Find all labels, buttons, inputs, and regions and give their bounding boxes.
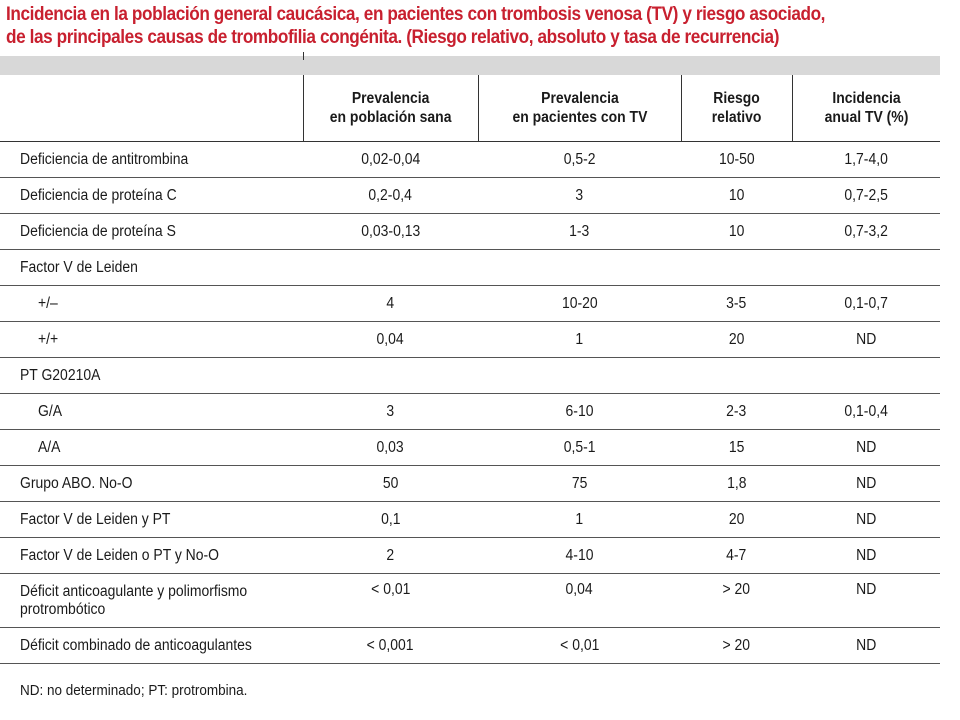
row-label-line: protrombótico: [20, 600, 106, 618]
cell-prevalence-healthy: 0,2-0,4: [303, 178, 478, 214]
row-label: A/A: [0, 430, 303, 466]
cell-relative-risk: 3-5: [681, 286, 792, 322]
cell-prevalence-tv: 1: [478, 502, 681, 538]
cell-relative-risk: [681, 358, 792, 394]
table-row-group-header: [0, 250, 940, 286]
header-line: Prevalencia: [540, 90, 619, 107]
header-line: en población sana: [329, 109, 452, 126]
row-label: Deficiencia de proteína C: [0, 178, 303, 214]
cell-relative-risk: 10-50: [681, 142, 792, 178]
row-label: PT G20210A: [0, 358, 303, 394]
cell-prevalence-healthy: < 0,01: [303, 574, 478, 628]
row-label: [0, 574, 303, 628]
column-divider-tick: [303, 52, 304, 60]
header-line: Incidencia: [832, 90, 901, 107]
table-row: [0, 502, 940, 538]
header-relative-risk: [681, 75, 792, 142]
header-empty: [0, 75, 303, 142]
cell-annual-incidence: 0,7-2,5: [792, 178, 940, 214]
row-label: Factor V de Leiden o PT y No-O: [0, 538, 303, 574]
cell-relative-risk: [681, 250, 792, 286]
cell-annual-incidence: 1,7-4,0: [792, 142, 940, 178]
cell-prevalence-tv: 10-20: [478, 286, 681, 322]
cell-relative-risk: 4-7: [681, 538, 792, 574]
row-label: Deficiencia de antitrombina: [0, 142, 303, 178]
header-line: anual TV (%): [824, 109, 909, 126]
table-row: [0, 142, 940, 178]
table-row: [0, 574, 940, 628]
cell-prevalence-healthy: [303, 358, 478, 394]
header-prevalence-tv: [478, 75, 681, 142]
cell-prevalence-tv: 6-10: [478, 394, 681, 430]
table-row: [0, 628, 940, 664]
table-title-line-2: de las principales causas de trombofilia congénita. (Riesgo relativo, absoluto y tasa de recurrencia): [6, 27, 780, 48]
row-label: Grupo ABO. No-O: [0, 466, 303, 502]
cell-prevalence-tv: < 0,01: [478, 628, 681, 664]
cell-prevalence-tv: 4-10: [478, 538, 681, 574]
cell-annual-incidence: ND: [792, 502, 940, 538]
row-label-line: Déficit anticoagulante y polimorfismo: [20, 582, 248, 600]
cell-prevalence-tv: [478, 250, 681, 286]
cell-annual-incidence: [792, 250, 940, 286]
header-band: [0, 56, 940, 75]
footnote-text: ND: no determinado; PT: protrombina.: [20, 682, 248, 699]
cell-annual-incidence: 0,1-0,4: [792, 394, 940, 430]
cell-annual-incidence: [792, 358, 940, 394]
table-row: [0, 430, 940, 466]
cell-annual-incidence: ND: [792, 322, 940, 358]
cell-relative-risk: > 20: [681, 628, 792, 664]
cell-prevalence-healthy: 4: [303, 286, 478, 322]
cell-prevalence-healthy: < 0,001: [303, 628, 478, 664]
table-title: [6, 3, 861, 49]
cell-prevalence-tv: 0,5-2: [478, 142, 681, 178]
row-label: Factor V de Leiden: [0, 250, 303, 286]
table-footnote: [20, 682, 273, 700]
cell-prevalence-healthy: 50: [303, 466, 478, 502]
cell-prevalence-healthy: [303, 250, 478, 286]
cell-prevalence-healthy: 2: [303, 538, 478, 574]
table-title-line-1: Incidencia en la población general caucásica, en pacientes con trombosis venosa (TV) y riesgo asociado,: [6, 4, 826, 25]
header-line: relativo: [711, 109, 762, 126]
cell-prevalence-healthy: 0,02-0,04: [303, 142, 478, 178]
cell-prevalence-healthy: 0,04: [303, 322, 478, 358]
cell-annual-incidence: ND: [792, 538, 940, 574]
cell-prevalence-tv: 1: [478, 322, 681, 358]
cell-prevalence-healthy: 0,03: [303, 430, 478, 466]
header-line: en pacientes con TV: [512, 109, 647, 126]
cell-relative-risk: 2-3: [681, 394, 792, 430]
table-row: [0, 178, 940, 214]
row-label: Déficit combinado de anticoagulantes: [0, 628, 303, 664]
cell-prevalence-tv: 0,04: [478, 574, 681, 628]
cell-annual-incidence: ND: [792, 574, 940, 628]
cell-annual-incidence: ND: [792, 430, 940, 466]
cell-annual-incidence: 0,1-0,7: [792, 286, 940, 322]
row-label: +/–: [0, 286, 303, 322]
cell-prevalence-tv: [478, 358, 681, 394]
cell-annual-incidence: 0,7-3,2: [792, 214, 940, 250]
thrombophilia-table: [0, 75, 940, 664]
cell-prevalence-healthy: 3: [303, 394, 478, 430]
table-row: [0, 214, 940, 250]
cell-annual-incidence: ND: [792, 628, 940, 664]
cell-annual-incidence: ND: [792, 466, 940, 502]
cell-relative-risk: 20: [681, 502, 792, 538]
cell-relative-risk: 20: [681, 322, 792, 358]
cell-relative-risk: 15: [681, 430, 792, 466]
table-row: [0, 286, 940, 322]
header-line: Riesgo: [713, 90, 760, 107]
table-header-row: [0, 75, 940, 142]
cell-relative-risk: 10: [681, 178, 792, 214]
cell-prevalence-tv: 1-3: [478, 214, 681, 250]
row-label: Factor V de Leiden y PT: [0, 502, 303, 538]
cell-relative-risk: 10: [681, 214, 792, 250]
cell-prevalence-healthy: 0,1: [303, 502, 478, 538]
cell-relative-risk: > 20: [681, 574, 792, 628]
table-row: [0, 322, 940, 358]
cell-prevalence-tv: 0,5-1: [478, 430, 681, 466]
header-prevalence-healthy: [303, 75, 478, 142]
cell-prevalence-tv: 3: [478, 178, 681, 214]
cell-relative-risk: 1,8: [681, 466, 792, 502]
row-label: +/+: [0, 322, 303, 358]
table-row: [0, 394, 940, 430]
cell-prevalence-tv: 75: [478, 466, 681, 502]
header-annual-incidence: [792, 75, 940, 142]
header-line: Prevalencia: [351, 90, 430, 107]
table-row: [0, 466, 940, 502]
row-label: G/A: [0, 394, 303, 430]
table-row-group-header: [0, 358, 940, 394]
row-label: Deficiencia de proteína S: [0, 214, 303, 250]
data-table-container: [0, 75, 940, 664]
cell-prevalence-healthy: 0,03-0,13: [303, 214, 478, 250]
table-row: [0, 538, 940, 574]
